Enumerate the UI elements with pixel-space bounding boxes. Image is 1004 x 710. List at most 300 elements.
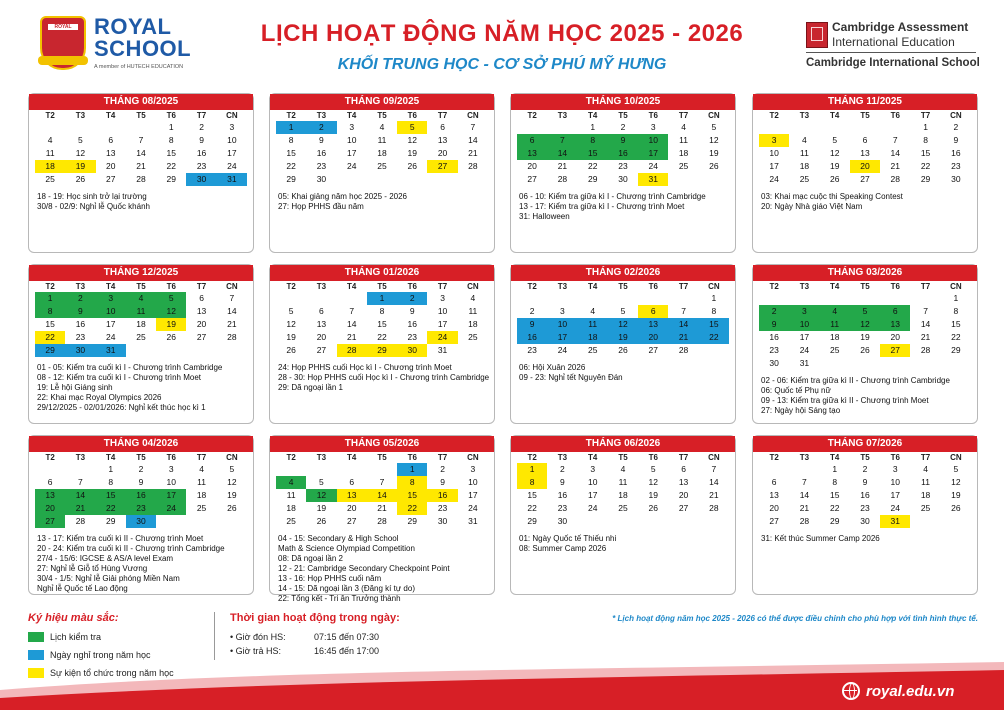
day-cell: 19 (608, 331, 638, 344)
month-title: THÁNG 12/2025 (29, 265, 253, 281)
day-cell: 4 (681, 122, 686, 132)
month-notes (519, 363, 727, 383)
weekday-header: T6 (166, 111, 176, 120)
note-item: 12 - 21: Cambridge Secondary Checkpoint Point (278, 564, 450, 573)
day-cell: 27 (105, 174, 116, 184)
month-calendar (752, 93, 978, 253)
day-cell (820, 121, 850, 134)
day-cell: 6 (771, 477, 777, 487)
day-cell: 25 (196, 503, 207, 513)
day-cell: 19 (65, 160, 95, 173)
day-cell: 15 (397, 489, 427, 502)
weekday-header: T3 (316, 111, 327, 120)
note-item: 13 - 17: Kiểm tra giữa kì I - Chương trình Moet (519, 202, 685, 211)
day-cell: 5 (650, 464, 656, 474)
day-cell (941, 515, 971, 528)
day-cell: 29 (587, 174, 598, 184)
day-cell: 6 (681, 464, 686, 474)
note-item: 03: Khai mạc cuộc thi Speaking Contest (761, 192, 903, 201)
month-title: THÁNG 10/2025 (511, 94, 735, 110)
note-item: Math & Science Olympiad Competition (278, 544, 415, 553)
day-cell: 23 (618, 161, 628, 171)
day-cell: 23 (951, 161, 961, 171)
day-cell: 21 (668, 331, 698, 344)
day-cell: 5 (953, 464, 959, 474)
day-cell: 28 (920, 345, 931, 355)
month-notes (37, 534, 245, 594)
day-cell: 15 (377, 319, 387, 329)
weekday-header: CN (467, 453, 479, 462)
day-cell (850, 357, 880, 370)
note-item: 30/4 - 1/5: Nghỉ lễ Giải phóng Miền Nam (37, 574, 180, 583)
weekday-header: T4 (588, 453, 598, 462)
weekday-header: T5 (136, 111, 146, 120)
day-cell: 31 (799, 358, 810, 368)
day-cell: 24 (799, 345, 810, 355)
note-item: 06: Hội Xuân 2026 (519, 363, 586, 372)
day-cell: 9 (319, 135, 324, 145)
day-cell (276, 463, 306, 476)
day-cell: 3 (470, 464, 476, 474)
day-cell: 3 (168, 464, 174, 474)
day-cell: 30 (437, 516, 448, 526)
note-item: 01: Ngày Quốc tế Thiếu nhi (519, 534, 617, 543)
note-item: 01 - 05: Kiểm tra cuối kì I - Chương trình Cambridge (37, 363, 223, 372)
day-cell: 23 (527, 345, 537, 355)
day-cell: 27 (196, 332, 207, 342)
day-grid (517, 452, 729, 528)
day-cell (397, 173, 427, 186)
day-cell (759, 121, 789, 134)
day-cell: 14 (346, 319, 357, 329)
month-calendar (752, 264, 978, 424)
divider (214, 612, 215, 660)
website-link[interactable]: royal.edu.vn (842, 682, 954, 700)
weekday-header: T4 (347, 453, 357, 462)
day-grid (759, 281, 971, 370)
day-cell: 11 (800, 148, 809, 158)
day-cell: 12 (75, 148, 86, 158)
cambridge-logo: Cambridge Assessment International Education Cambridge International School (806, 20, 980, 69)
day-cell (427, 173, 457, 186)
note-item: 13 - 16: Họp PHHS cuối năm (278, 574, 382, 583)
day-cell: 19 (316, 503, 327, 513)
day-cell: 18 (35, 160, 65, 173)
day-cell: 22 (699, 331, 729, 344)
weekday-header: T7 (920, 282, 931, 291)
day-cell: 25 (136, 332, 146, 342)
note-item: 22: Tổng kết - Tri ân Trưởng thành (278, 594, 401, 603)
day-cell: 28 (227, 332, 237, 342)
day-cell: 22 (920, 161, 931, 171)
cambridge-crest-icon (806, 22, 828, 48)
day-cell: 30 (186, 173, 216, 186)
day-cell: 7 (681, 306, 686, 316)
footnote: * Lịch hoạt động năm học 2025 - 2026 có thể được điều chỉnh cho phù hợp với tình hình thực tế. (612, 614, 978, 623)
day-cell: 25 (829, 345, 840, 355)
day-cell: 4 (199, 464, 204, 474)
day-cell: 18 (920, 490, 931, 500)
day-cell: 28 (678, 345, 689, 355)
day-cell: 6 (319, 306, 324, 316)
day-cell: 21 (890, 161, 901, 171)
weekday-header: T3 (557, 282, 568, 291)
day-cell: 7 (138, 135, 144, 145)
day-cell: 24 (557, 345, 568, 355)
day-cell: 22 (951, 332, 961, 342)
weekday-header: T3 (316, 282, 327, 291)
day-cell: 29 (35, 344, 65, 357)
weekday-header: T4 (830, 111, 840, 120)
day-cell: 24 (769, 174, 779, 184)
day-cell: 13 (678, 477, 689, 487)
day-cell: 30 (65, 344, 95, 357)
day-grid (759, 452, 971, 528)
day-cell: 10 (547, 318, 577, 331)
day-cell: 10 (587, 477, 598, 487)
day-cell: 3 (560, 306, 565, 316)
day-cell: 13 (638, 318, 668, 331)
day-cell: 26 (75, 174, 86, 184)
day-cell: 6 (862, 135, 868, 145)
weekday-header: T3 (557, 453, 568, 462)
day-cell: 18 (286, 503, 296, 513)
day-cell: 17 (769, 161, 779, 171)
day-cell: 12 (156, 305, 186, 318)
day-cell: 25 (799, 174, 810, 184)
day-cell: 27 (769, 516, 779, 526)
day-cell: 9 (560, 477, 565, 487)
weekday-header: T7 (196, 453, 207, 462)
day-cell: 13 (316, 319, 327, 329)
day-cell: 23 (196, 161, 207, 171)
day-cell: 10 (638, 134, 668, 147)
day-cell: 22 (166, 161, 177, 171)
day-cell: 12 (227, 477, 237, 487)
weekday-header: CN (708, 282, 720, 291)
weekday-header: T6 (166, 453, 176, 462)
day-cell (608, 292, 638, 305)
day-cell: 4 (126, 292, 156, 305)
weekday-header: T2 (769, 453, 779, 462)
day-cell: 19 (286, 332, 296, 342)
day-cell (910, 357, 940, 370)
weekday-header: T4 (106, 282, 116, 291)
day-cell: 6 (349, 477, 355, 487)
day-cell: 8 (397, 476, 427, 489)
day-cell (759, 463, 789, 476)
day-cell: 23 (437, 503, 448, 513)
day-cell: 17 (638, 147, 668, 160)
legend-item-event: Sự kiện tổ chức trong năm học (28, 664, 228, 682)
weekday-header: T2 (527, 453, 537, 462)
day-cell: 10 (227, 135, 237, 145)
day-cell: 27 (648, 345, 659, 355)
day-cell: 26 (286, 345, 296, 355)
day-cell: 23 (769, 345, 779, 355)
day-cell (217, 344, 247, 357)
weekday-header: CN (950, 111, 962, 120)
note-item: Nghỉ lễ Quốc tế Lao động (37, 584, 128, 593)
weekday-header: T3 (316, 453, 327, 462)
day-cell: 13 (105, 148, 116, 158)
day-cell: 27 (427, 160, 457, 173)
day-cell: 1 (711, 293, 717, 303)
weekday-header: T4 (347, 111, 357, 120)
day-cell: 25 (468, 332, 478, 342)
legend-item-holiday: Ngày nghỉ trong năm học (28, 646, 228, 664)
day-cell: 8 (578, 134, 608, 147)
day-cell: 22 (527, 503, 537, 513)
day-cell: 5 (156, 292, 186, 305)
green-swatch (28, 632, 44, 642)
month-title: THÁNG 08/2025 (29, 94, 253, 110)
weekday-header: T7 (678, 453, 689, 462)
day-cell (668, 292, 698, 305)
month-notes (761, 534, 969, 544)
day-cell: 23 (557, 503, 568, 513)
month-notes (519, 534, 727, 554)
weekday-header: T4 (830, 453, 840, 462)
day-cell: 20 (316, 332, 327, 342)
day-cell: 27 (860, 174, 870, 184)
day-cell: 20 (527, 161, 537, 171)
day-cell: 23 (407, 332, 418, 342)
weekday-header: T5 (860, 282, 870, 291)
day-cell: 15 (45, 319, 55, 329)
weekday-header: T2 (45, 453, 55, 462)
day-cell: 3 (892, 464, 898, 474)
day-cell: 12 (829, 148, 840, 158)
weekday-header: T3 (799, 111, 810, 120)
note-item: 08 - 12: Kiểm tra cuối kì I - Chương trình Moet (37, 373, 201, 382)
day-cell: 8 (288, 135, 294, 145)
weekday-header: CN (708, 453, 720, 462)
day-cell: 30 (860, 516, 870, 526)
weekday-header: T6 (648, 111, 658, 120)
header (0, 0, 1004, 90)
day-cell: 18 (377, 148, 387, 158)
day-cell (276, 292, 306, 305)
month-title: THÁNG 04/2026 (29, 436, 253, 452)
month-title: THÁNG 07/2026 (753, 436, 977, 452)
note-item: 14 - 15: Dã ngoại lần 3 (Đăng kí tự do) (278, 584, 415, 593)
month-calendar (28, 435, 254, 595)
day-cell (35, 463, 65, 476)
day-cell: 28 (136, 174, 146, 184)
day-grid (276, 110, 488, 186)
day-cell: 21 (377, 503, 387, 513)
day-cell: 1 (108, 464, 114, 474)
day-grid (517, 281, 729, 357)
day-cell: 20 (850, 160, 880, 173)
day-cell: 7 (229, 293, 235, 303)
day-cell: 11 (377, 135, 387, 145)
day-cell: 13 (196, 306, 207, 316)
note-item: 27/4 - 15/6: IGCSE & AS/A level Exam (37, 554, 174, 563)
school-subtitle: A member of HUTECH EDUCATION (94, 64, 184, 70)
weekday-header: CN (708, 111, 720, 120)
day-cell: 19 (829, 161, 840, 171)
weekday-header: CN (950, 453, 962, 462)
day-cell: 13 (880, 318, 910, 331)
weekday-header: CN (226, 453, 238, 462)
weekday-header: T7 (196, 111, 207, 120)
note-item: 18 - 19: Học sinh trở lại trường (37, 192, 147, 201)
day-cell: 5 (319, 477, 324, 487)
day-cell: 29 (367, 344, 397, 357)
weekday-header: T2 (45, 111, 55, 120)
day-cell: 29 (920, 174, 931, 184)
day-cell: 6 (108, 135, 114, 145)
weekday-header: T6 (890, 453, 900, 462)
weekday-header: T7 (196, 282, 207, 291)
day-cell: 19 (648, 490, 659, 500)
month-calendar (510, 264, 736, 424)
day-cell: 8 (168, 135, 174, 145)
day-cell: 17 (587, 490, 598, 500)
day-cell: 30 (557, 516, 568, 526)
day-cell: 11 (286, 490, 296, 500)
day-cell: 27 (35, 515, 65, 528)
day-cell: 31 (638, 173, 668, 186)
day-cell (547, 292, 577, 305)
day-cell: 1 (590, 122, 596, 132)
weekday-header: T6 (648, 282, 658, 291)
day-cell: 24 (468, 503, 478, 513)
day-cell: 20 (105, 161, 116, 171)
day-cell: 30 (951, 174, 961, 184)
day-cell: 1 (168, 122, 174, 132)
day-cell: 1 (923, 122, 928, 132)
note-item: 24: Họp PHHS cuối Học kì I - Chương trình Moet (278, 363, 452, 372)
day-cell: 21 (346, 332, 357, 342)
day-cell: 21 (227, 319, 237, 329)
note-item: 08: Summer Camp 2026 (519, 544, 607, 553)
month-calendar (269, 435, 495, 603)
day-cell (820, 357, 850, 370)
day-cell: 5 (832, 135, 838, 145)
month-title: THÁNG 05/2026 (270, 436, 494, 452)
day-cell: 2 (529, 306, 535, 316)
day-cell: 14 (227, 306, 237, 316)
day-cell: 5 (850, 305, 880, 318)
day-cell: 30 (618, 174, 628, 184)
day-cell: 4 (470, 293, 476, 303)
day-cell: 9 (862, 477, 868, 487)
day-cell: 4 (802, 135, 807, 145)
day-cell: 11 (126, 305, 156, 318)
day-cell: 11 (921, 477, 930, 487)
day-cell: 7 (711, 464, 717, 474)
day-cell: 2 (199, 122, 204, 132)
day-cell: 10 (789, 318, 819, 331)
day-cell: 10 (346, 135, 357, 145)
day-cell: 25 (377, 161, 387, 171)
day-cell: 16 (126, 489, 156, 502)
legend-title: Ký hiệu màu sắc: (28, 612, 119, 624)
day-cell: 8 (108, 477, 114, 487)
weekday-header: T2 (286, 453, 296, 462)
day-cell: 30 (316, 174, 327, 184)
month-calendar (510, 435, 736, 595)
day-cell: 7 (923, 306, 928, 316)
note-item: 29/12/2025 - 02/01/2026: Nghỉ kết thúc học kì 1 (37, 403, 206, 412)
day-cell (217, 515, 247, 528)
weekday-header: T2 (286, 282, 296, 291)
day-cell (65, 121, 95, 134)
day-cell (910, 292, 940, 305)
day-cell: 26 (407, 161, 418, 171)
weekday-header: T2 (286, 111, 296, 120)
day-cell: 7 (78, 477, 83, 487)
day-cell: 17 (890, 490, 901, 500)
globe-icon (842, 682, 860, 700)
day-cell: 16 (951, 148, 961, 158)
day-cell: 4 (47, 135, 53, 145)
schedule-title: Thời gian hoạt động trong ngày: (230, 612, 400, 624)
day-cell: 10 (437, 306, 448, 316)
day-cell: 18 (468, 319, 478, 329)
day-cell (337, 463, 367, 476)
day-cell (578, 515, 608, 528)
day-cell: 3 (229, 122, 235, 132)
day-grid (276, 452, 488, 528)
day-cell: 31 (468, 516, 478, 526)
weekday-header: T3 (799, 282, 810, 291)
day-cell: 12 (407, 135, 418, 145)
day-cell: 21 (65, 502, 95, 515)
day-cell: 25 (587, 345, 598, 355)
day-cell (186, 515, 216, 528)
day-cell: 17 (156, 489, 186, 502)
day-cell (337, 173, 367, 186)
day-cell: 20 (678, 490, 689, 500)
day-cell: 31 (217, 173, 247, 186)
day-cell: 7 (349, 306, 355, 316)
day-cell: 12 (951, 477, 961, 487)
day-cell: 1 (35, 292, 65, 305)
weekday-header: T6 (890, 282, 900, 291)
day-cell: 28 (468, 161, 478, 171)
weekday-header: CN (226, 111, 238, 120)
day-cell (608, 515, 638, 528)
day-cell: 24 (156, 502, 186, 515)
day-cell: 31 (437, 345, 448, 355)
weekday-header: T5 (136, 282, 146, 291)
weekday-header: T6 (166, 282, 176, 291)
weekday-header: T7 (437, 282, 448, 291)
day-cell (910, 515, 940, 528)
day-cell: 18 (196, 490, 207, 500)
weekday-header: T5 (618, 453, 628, 462)
day-cell: 13 (860, 148, 870, 158)
day-cell: 15 (699, 318, 729, 331)
day-cell: 6 (517, 134, 547, 147)
day-cell: 31 (880, 515, 910, 528)
day-cell: 26 (829, 174, 840, 184)
day-cell: 24 (648, 161, 659, 171)
note-item: 09 - 23: Nghỉ tết Nguyên Đán (519, 373, 623, 382)
weekday-header: T5 (860, 453, 870, 462)
day-cell: 8 (379, 306, 385, 316)
day-cell: 18 (136, 319, 146, 329)
day-cell: 27 (346, 516, 357, 526)
day-cell: 11 (578, 318, 608, 331)
day-cell: 14 (890, 148, 901, 158)
day-cell: 2 (862, 464, 868, 474)
day-grid (35, 110, 247, 186)
